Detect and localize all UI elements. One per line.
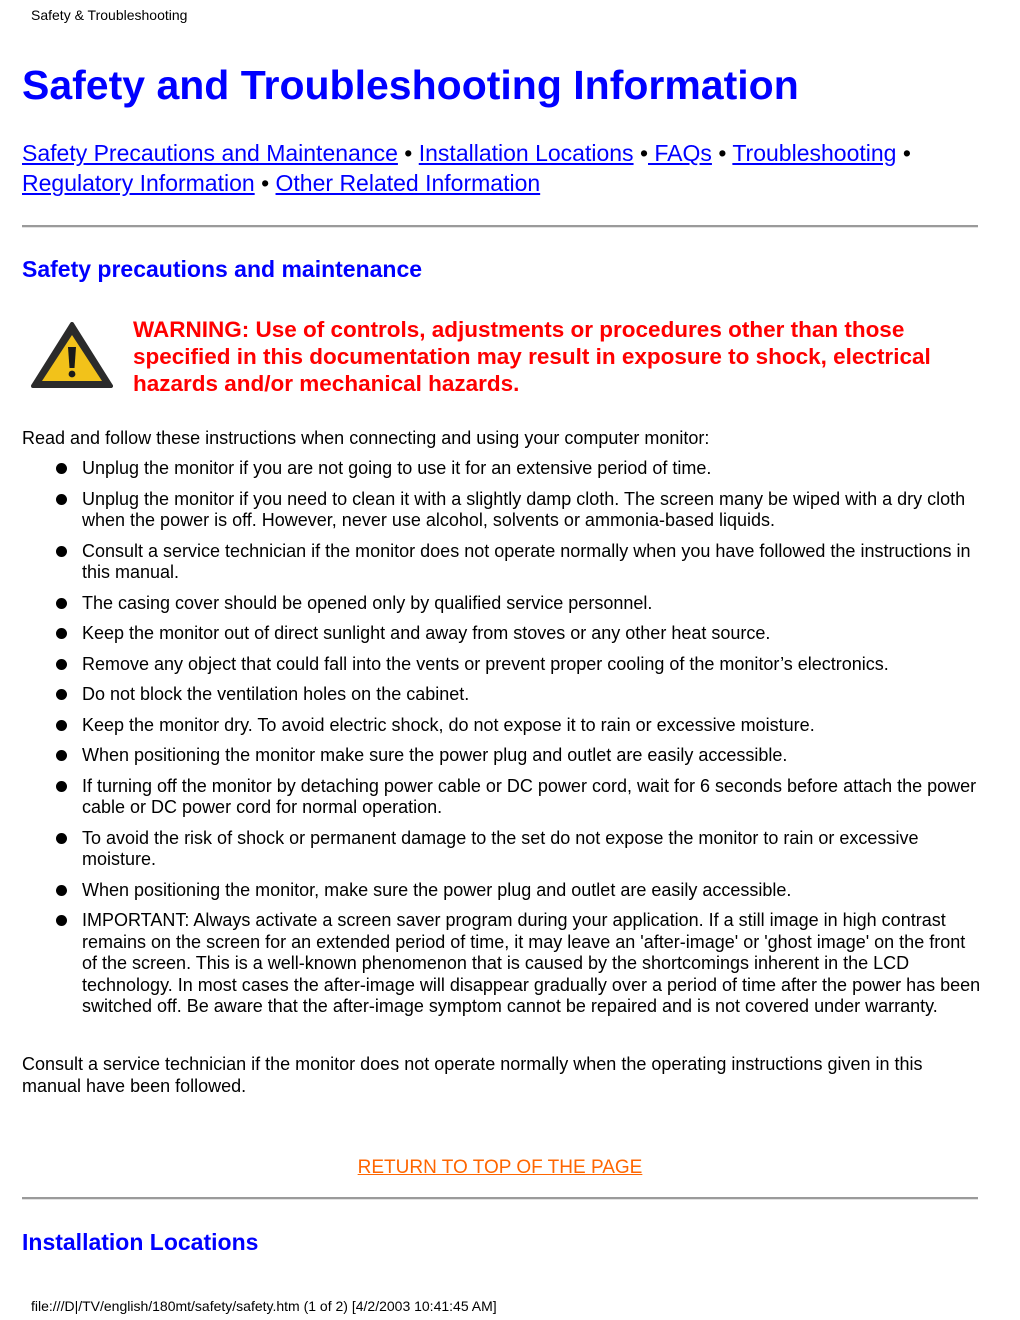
nav-separator: • <box>902 140 911 166</box>
bullet-icon <box>56 689 67 700</box>
list-item <box>56 489 981 532</box>
bullet-icon <box>56 915 67 926</box>
bullet-icon <box>56 781 67 792</box>
page-title: Safety and Troubleshooting Information <box>22 62 799 108</box>
list-item-text: Remove any object that could fall into the vents or prevent proper cooling of the monitor’s electronics. <box>82 653 889 674</box>
bullet-icon <box>56 659 67 670</box>
nav-separator: • <box>261 170 270 196</box>
list-item <box>56 541 981 584</box>
list-item <box>56 745 981 767</box>
list-item <box>56 910 981 1018</box>
return-to-top-link[interactable]: RETURN TO TOP OF THE PAGE <box>357 1157 643 1178</box>
list-item-text: When positioning the monitor, make sure the power plug and outlet are easily accessible. <box>82 879 792 900</box>
list-item <box>56 623 981 645</box>
list-item-text: Consult a service technician if the monitor does not operate normally when you have followed the instructions in this manual. <box>82 540 971 582</box>
bullet-icon <box>56 833 67 844</box>
warning-triangle-icon <box>31 322 113 390</box>
section-heading-safety: Safety precautions and maintenance <box>22 256 423 282</box>
closing-note: Consult a service technician if the monitor does not operate normally when the operating instructions given in this manual have been followed. <box>22 1054 923 1096</box>
list-item-text: Unplug the monitor if you need to clean it with a slightly damp cloth. The screen many be wiped with a dry cloth when the power is off. However, never use alcohol, solvents or ammonia-based liquids. <box>82 488 966 530</box>
bullet-icon <box>56 628 67 639</box>
list-item-text: Do not block the ventilation holes on the cabinet. <box>82 684 470 704</box>
nav-link-regulatory-information[interactable]: Regulatory Information <box>22 170 255 196</box>
bullet-icon <box>56 885 67 896</box>
list-item <box>56 684 981 706</box>
nav-separator: • <box>718 140 727 166</box>
return-link-row <box>0 1157 1000 1179</box>
nav-link-installation-locations[interactable]: Installation Locations <box>418 140 634 166</box>
nav-separator: • <box>404 140 413 166</box>
list-item <box>56 654 981 676</box>
section-nav <box>22 138 982 198</box>
safety-instructions-list <box>56 458 981 1027</box>
bullet-icon <box>56 546 67 557</box>
nav-link-faqs[interactable]: FAQs <box>648 140 712 166</box>
page-header-title: Safety & Troubleshooting <box>31 7 188 23</box>
list-item-text: If turning off the monitor by detaching power cable or DC power cord, wait for 6 seconds before attach the power cable or DC power cord for normal operation. <box>82 775 977 817</box>
nav-link-other-related-information[interactable]: Other Related Information <box>275 170 541 196</box>
section-heading-installation: Installation Locations <box>22 1229 259 1255</box>
list-item-text: Keep the monitor out of direct sunlight and away from stoves or any other heat source. <box>82 623 771 643</box>
horizontal-divider <box>22 225 978 228</box>
list-item <box>56 776 981 819</box>
horizontal-divider <box>22 1197 978 1200</box>
instructions-intro: Read and follow these instructions when connecting and using your computer monitor: <box>22 428 710 448</box>
bullet-icon <box>56 720 67 731</box>
list-item-text: Keep the monitor dry. To avoid electric shock, do not expose it to rain or excessive moisture. <box>82 714 815 735</box>
page-footer-path: file:///D|/TV/english/180mt/safety/safety.htm (1 of 2) [4/2/2003 10:41:45 AM] <box>31 1298 497 1314</box>
nav-link-troubleshooting[interactable]: Troubleshooting <box>732 140 897 166</box>
list-item <box>56 715 981 737</box>
warning-message: WARNING: Use of controls, adjustments or procedures other than those specified in this documentation may result in exposure to shock, electrical hazards and/or mechanical hazards. <box>133 317 931 396</box>
bullet-icon <box>56 494 67 505</box>
bullet-icon <box>56 750 67 761</box>
nav-link-safety-precautions[interactable]: Safety Precautions and Maintenance <box>22 140 398 166</box>
list-item-text: When positioning the monitor make sure the power plug and outlet are easily accessible. <box>82 745 788 765</box>
bullet-icon <box>56 463 67 474</box>
list-item-text: To avoid the risk of shock or permanent damage to the set do not expose the monitor to rain or excessive moisture. <box>82 827 919 869</box>
bullet-icon <box>56 598 67 609</box>
list-item <box>56 828 981 871</box>
nav-separator: • <box>639 140 649 166</box>
list-item <box>56 458 981 480</box>
list-item <box>56 880 981 902</box>
list-item <box>56 593 981 615</box>
list-item-text: The casing cover should be opened only by qualified service personnel. <box>82 592 653 613</box>
list-item-text: IMPORTANT: Always activate a screen saver program during your application. If a still image in high contrast remains on the screen for an extended period of time, it may leave an 'after-image' or 'ghost image' on the front of the screen. This is a well-known phenomenon that is caused by the shortcomings inherent in the LCD technology. In most cases the after-image will disappear gradually over a period of time after the power has been switched off. Be aware that the after-image symptom cannot be repaired and is not covered under warranty. <box>82 910 981 1016</box>
list-item-text: Unplug the monitor if you are not going to use it for an extensive period of time. <box>82 458 712 478</box>
